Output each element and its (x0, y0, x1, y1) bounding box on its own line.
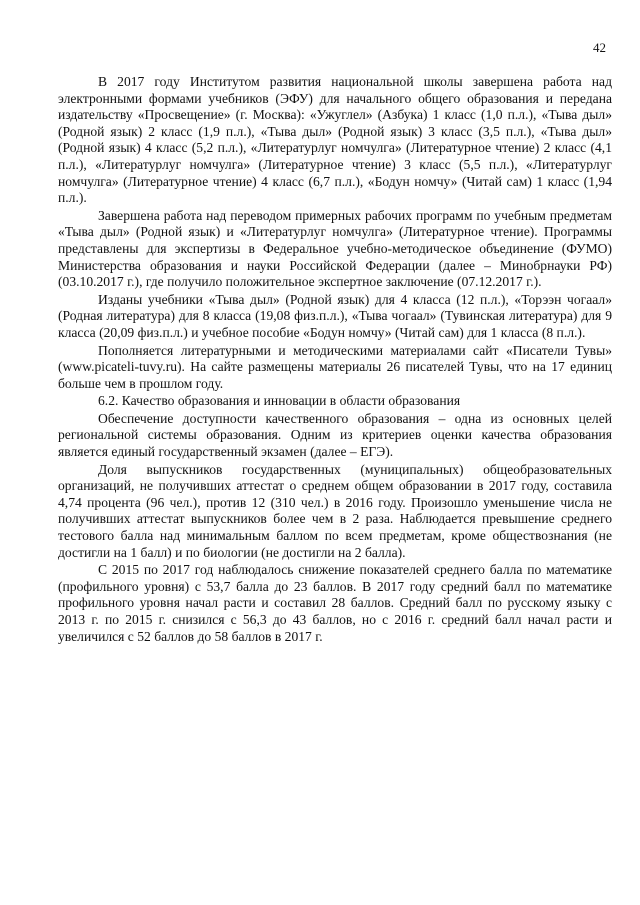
paragraph-education-quality: Обеспечение доступности качественного образования – одна из основных целей региональной системы образования. Одним из критериев оценки качества образования является единый государственный экзамен (далее – ЕГЭ). (58, 410, 612, 460)
paragraph-graduates-share: Доля выпускников государственных (муниципальных) общеобразовательных организаций, не получивших аттестат о среднем общем образовании в 2017 году, составила 4,74 процента (96 чел.), против 12 (310 чел.) в 2016 году. Произошло уменьшение числа не получивших аттестат выпускников более чем в 2 раза. Наблюдается превышение среднего тестового балла над минимальным баллом по всем предметам, кроме обществознания (не достигли на 1 балл) и по биологии (не достигли на 2 балла). (58, 461, 612, 560)
paragraph-published-textbooks: Изданы учебники «Тыва дыл» (Родной язык) для 4 класса (12 п.л.), «Торээн чогаал» (Родная литература) для 8 класса (19,08 физ.п.л.), «Тыва чогаал» (Тувинская литература) для 9 класса (20,09 физ.п.л.) и учебное пособие «Бодун номчу» (Читай сам) для 1 класса (8 п.л.). (58, 291, 612, 340)
section-heading: 6.2. Качество образования и инновации в области образования (98, 393, 461, 409)
paragraph-average-scores: С 2015 по 2017 год наблюдалось снижение показателей среднего балла по математике (профильного уровня) с 53,7 балла до 23 баллов. В 2017 году средний балл по математике профильного уровня начал расти и составил 28 баллов. Средний балл по русскому языку с 2013 г. по 2015 г. снизился с 56,3 до 43 баллов, но с 2016 г. средний балл начал расти и увеличился с 52 баллов до 58 баллов в 2017 г. (58, 562, 612, 644)
page-number: 42 (593, 40, 606, 55)
paragraph-writers-website: Пополняется литературными и методическими материалами сайт «Писатели Тувы» (www.picateli-tuvy.ru). На сайте размещены материалы 26 писателей Тувы, что на 17 единиц больше чем в прошлом году. (58, 342, 612, 391)
paragraph-efu-textbooks: В 2017 году Институтом развития национальной школы завершена работа над электронными формами учебников (ЭФУ) для начального общего образования и передана издательству «Просвещение» (г. Москва): «Ужуглел» (Азбука) 1 класс (1,0 п.л.), «Тыва дыл» (Родной язык) 2 класс (1,9 п.л.), «Тыва дыл» (Родной язык) 3 класс (3,5 п.л.), «Тыва дыл» (Родной язык) 4 класс (5,2 п.л.), «Литературлуг номчулга» (Литературное чтение) 2 класс (4,1 п.л.), «Литературлуг номчулга» (Литературное чтение) 3 класс (5,5 п.л.), «Литературлуг номчулга» (Литературное чтение) 4 класс (6,7 п.л.), «Бодун номчу» (Читай сам) 1 класс (1,94 п.л.). (58, 74, 612, 206)
paragraph-program-translation: Завершена работа над переводом примерных рабочих программ по учебным предметам «Тыва дыл» (Родной язык) и «Литературлуг номчулга» (Литературное чтение). Программы представлены для экспертизы в Федеральное учебно-методическое объединение (ФУМО) Министерства образования и науки Российской Федерации (далее – Минобрнауки РФ) (03.10.2017 г.), где получило положительное экспертное заключение (07.12.2017 г.). (58, 207, 612, 290)
page-content (58, 74, 612, 646)
